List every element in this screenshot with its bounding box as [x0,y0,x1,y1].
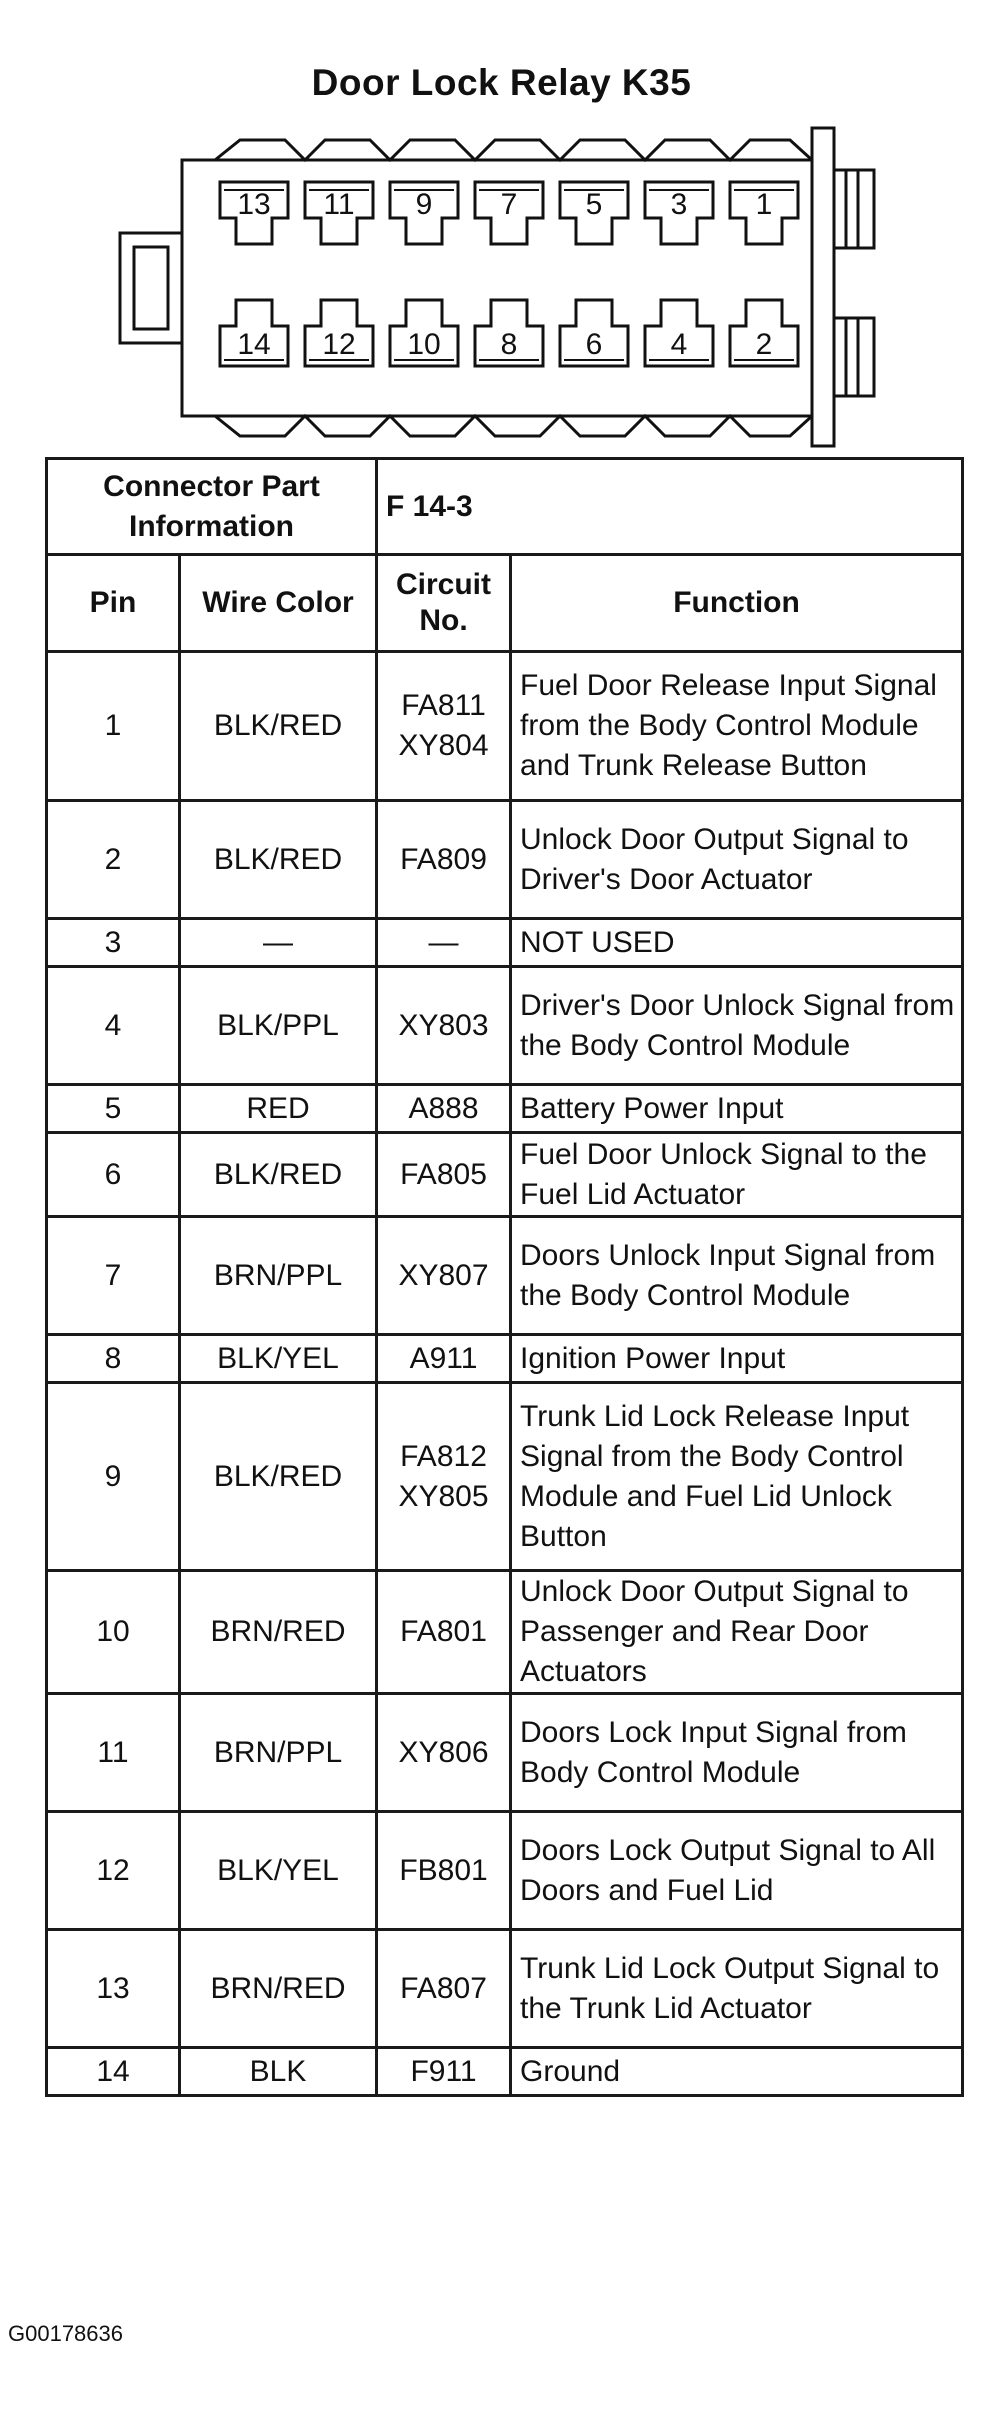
circuit-cell [377,1930,511,2048]
table-row [47,1930,963,2048]
function-cell: Ground [511,2048,963,2096]
circuit-number: FA801 [400,1615,487,1648]
function-cell: Driver's Door Unlock Signal from the Body Control Module [511,967,963,1085]
wire-color-cell: BLK/YEL [180,1335,377,1383]
table-row [47,1133,963,1217]
wire-color-cell: BLK/RED [180,1133,377,1217]
function-cell: Unlock Door Output Signal to Driver's Door Actuator [511,801,963,919]
wire-color-cell: BLK/YEL [180,1812,377,1930]
function-cell: Doors Lock Input Signal from Body Control Module [511,1694,963,1812]
circuit-cell [377,1133,511,1217]
wire-color-cell: BLK/PPL [180,967,377,1085]
connector-info-label: Connector Part Information [47,459,377,555]
wire-color-cell: BLK/RED [180,1383,377,1571]
circuit-cell [377,1085,511,1133]
pin-cell: 4 [47,967,180,1085]
diagram-title: Door Lock Relay K35 [311,62,692,103]
pin-cell: 6 [47,1133,180,1217]
pin-number-label: 10 [407,328,441,361]
table-row [47,801,963,919]
table-row [47,919,963,967]
pin-cavity [560,300,628,366]
circuit-number: F911 [410,2054,477,2088]
table-row [47,1217,963,1335]
wire-color-cell: BLK/RED [180,801,377,919]
circuit-cell [377,1217,511,1335]
wire-color-cell: BLK [180,2048,377,2096]
table-row [47,1694,963,1812]
function-cell: Fuel Door Release Input Signal from the Body Control Module and Trunk Release Button [511,652,963,801]
pin-cell: 3 [47,919,180,967]
function-cell: Ignition Power Input [511,1335,963,1383]
pin-number-label: 7 [500,188,518,221]
pin-cavity [305,300,373,366]
pin-cavity [475,300,543,366]
circuit-cell [377,1694,511,1812]
circuit-number: A911 [409,1341,478,1375]
circuit-cell [377,1812,511,1930]
pin-cell: 14 [47,2048,180,2096]
circuit-cell [377,1335,511,1383]
pin-cavity [645,182,713,244]
pin-cell: 1 [47,652,180,801]
table-row [47,1383,963,1571]
function-cell: Trunk Lid Lock Output Signal to the Trunk Lid Actuator [511,1930,963,2048]
circuit-cell [377,1383,511,1571]
pin-cavity [560,182,628,244]
pin-number-label: 5 [585,188,603,221]
table-row [47,652,963,801]
function-cell: NOT USED [511,919,963,967]
pin-number-label: 1 [755,188,773,221]
pin-number-label: 3 [670,188,688,221]
wire-color-cell: BLK/RED [180,652,377,801]
wire-color-cell: BRN/PPL [180,1217,377,1335]
pin-cavity [730,182,798,244]
pin-number-label: 9 [415,188,433,221]
figure-id: G00178636 [8,2321,123,2346]
function-cell: Unlock Door Output Signal to Passenger and Rear Door Actuators [511,1571,963,1694]
pin-cell: 7 [47,1217,180,1335]
header-pin: Pin [47,555,180,652]
function-cell: Battery Power Input [511,1085,963,1133]
circuit-number: FA809 [400,842,487,876]
wire-color-cell: RED [180,1085,377,1133]
circuit-cell [377,967,511,1085]
circuit-number: XY804 [398,729,489,762]
wire-color-cell: BRN/PPL [180,1694,377,1812]
circuit-cell [377,1571,511,1694]
pin-cell: 10 [47,1571,180,1694]
table-row [47,1085,963,1133]
wire-color-cell: — [180,919,377,967]
table-row [47,1812,963,1930]
function-cell: Trunk Lid Lock Release Input Signal from the Body Control Module and Fuel Lid Unlock Button [511,1383,963,1571]
table-row [47,1335,963,1383]
circuit-number: FA811 [401,689,486,722]
circuit-cell [377,919,511,967]
circuit-number: XY803 [398,1008,489,1042]
pin-cavity [645,300,713,366]
wire-color-cell: BRN/RED [180,1930,377,2048]
connector-info-row [47,459,963,555]
pin-number-label: 6 [585,328,603,361]
pin-cavity [220,300,288,366]
header-wire-color: Wire Color [180,555,377,652]
function-cell: Fuel Door Unlock Signal to the Fuel Lid Actuator [511,1133,963,1217]
circuit-number: — [428,925,459,959]
pin-cell: 9 [47,1383,180,1571]
pin-cavity [390,300,458,366]
circuit-number: XY806 [398,1735,489,1769]
pinout-table [45,457,964,2097]
wire-color-cell: BRN/RED [180,1571,377,1694]
circuit-number: FB801 [399,1853,488,1887]
pin-number-label: 4 [670,328,688,361]
table-row [47,2048,963,2096]
pin-number-label: 8 [500,328,518,361]
pin-cell: 13 [47,1930,180,2048]
pin-cell: 8 [47,1335,180,1383]
pin-number-label: 2 [755,328,773,361]
table-row [47,967,963,1085]
circuit-cell [377,801,511,919]
pin-number-label: 11 [323,188,355,221]
header-circuit-no: Circuit No. [377,555,511,652]
circuit-cell [377,2048,511,2096]
connector-diagram [110,120,910,450]
pin-cavity [305,182,373,244]
circuit-number: A888 [408,1091,479,1125]
circuit-number: FA807 [400,1971,487,2005]
circuit-number: FA812 [400,1439,487,1473]
circuit-cell [377,652,511,801]
pin-cavity [730,300,798,366]
header-function: Function [511,555,963,652]
function-cell: Doors Unlock Input Signal from the Body Control Module [511,1217,963,1335]
pin-cell: 5 [47,1085,180,1133]
table-row [47,1571,963,1694]
circuit-number: XY807 [398,1258,489,1292]
pin-cell: 11 [47,1694,180,1812]
column-header-row [47,555,963,652]
connector-info-value: F 14-3 [377,459,963,555]
pin-number-label: 14 [237,328,271,361]
function-cell: Doors Lock Output Signal to All Doors and Fuel Lid [511,1812,963,1930]
circuit-number: FA805 [400,1157,487,1191]
pin-cavity [475,182,543,244]
pin-number-label: 12 [322,328,356,361]
pin-cell: 2 [47,801,180,919]
pin-number-label: 13 [237,188,271,221]
pin-cavity [390,182,458,244]
circuit-number: XY805 [398,1479,489,1513]
pin-cell: 12 [47,1812,180,1930]
pin-cavity [220,182,288,244]
